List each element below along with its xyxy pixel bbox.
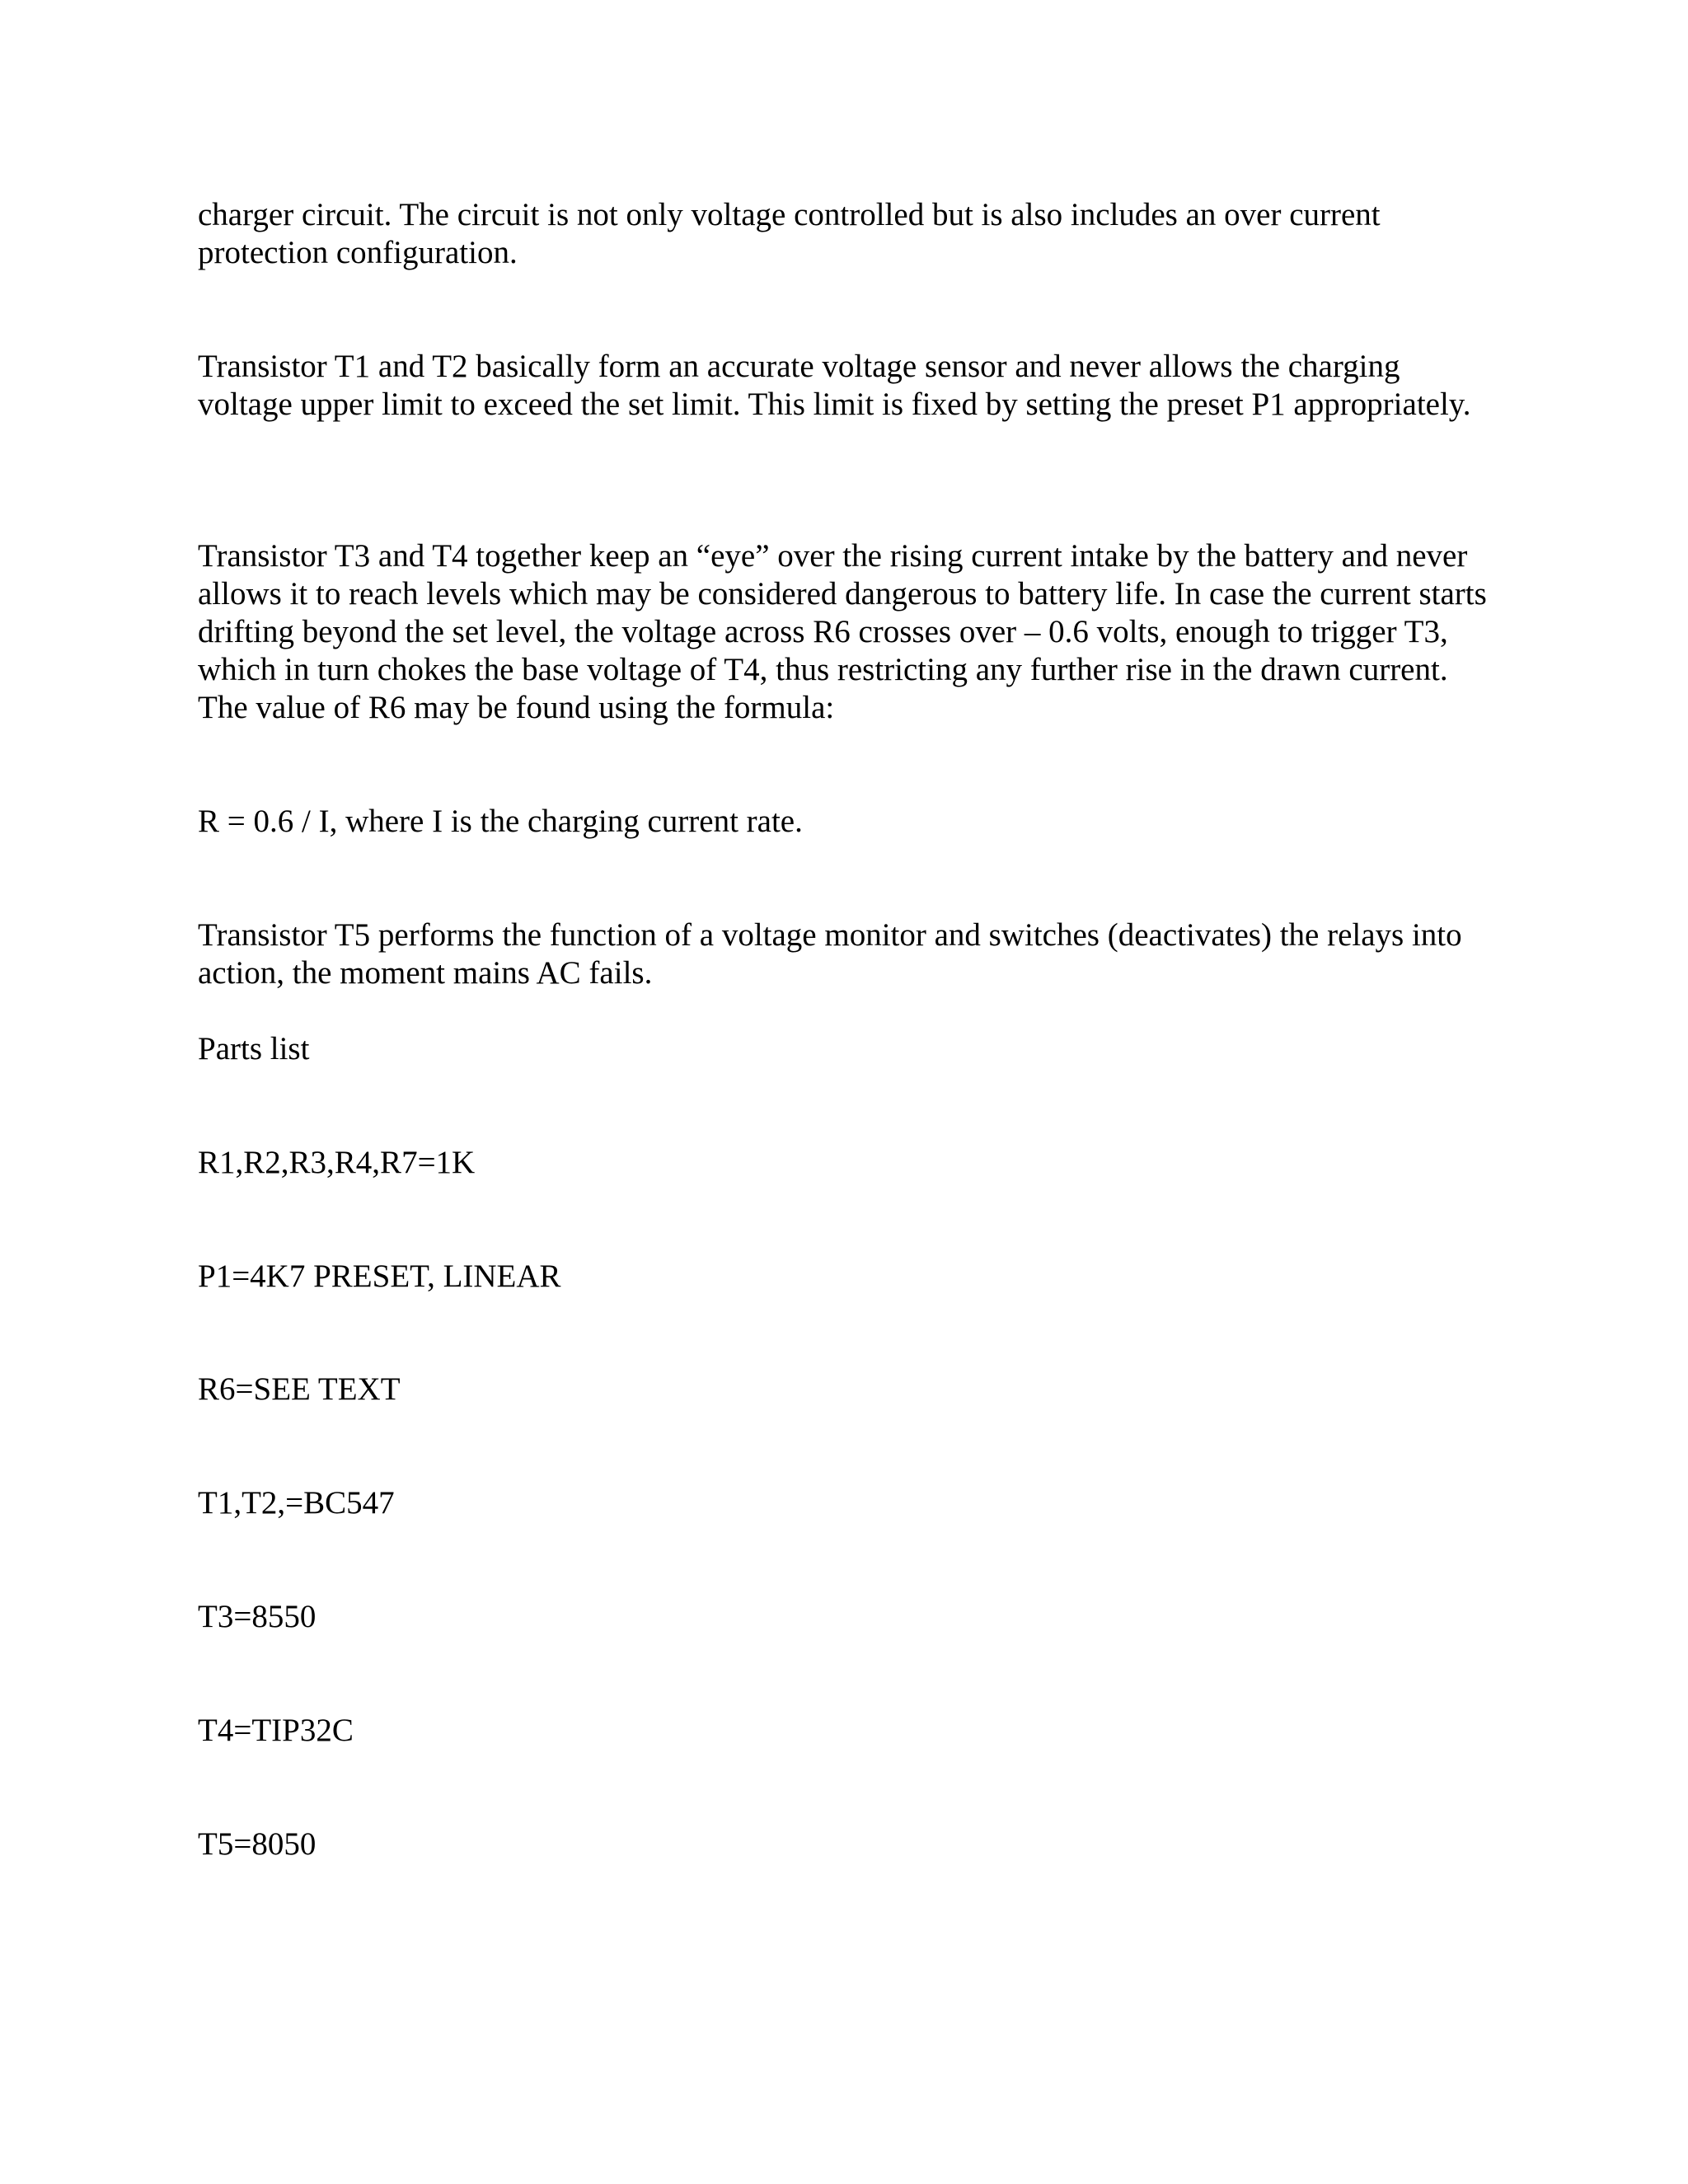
parts-list-item: T4=TIP32C bbox=[198, 1713, 354, 1748]
paragraph-voltage-sensor: Transistor T1 and T2 basically form an accurate voltage sensor and never allows the charging voltage upper limit to exceed the set limit. This limit is fixed by setting the preset P1 appropriately. bbox=[198, 349, 1471, 422]
parts-list-item: T3=8550 bbox=[198, 1599, 316, 1634]
parts-list-item: R6=SEE TEXT bbox=[198, 1371, 401, 1407]
paragraph-formula: R = 0.6 / I, where I is the charging current rate. bbox=[198, 804, 803, 839]
paragraph-voltage-monitor: Transistor T5 performs the function of a voltage monitor and switches (deactivates) the relays into action, the moment mains AC fails. bbox=[198, 917, 1462, 991]
parts-list-heading: Parts list bbox=[198, 1031, 310, 1066]
parts-list-item: R1,R2,R3,R4,R7=1K bbox=[198, 1145, 476, 1180]
parts-list-item: P1=4K7 PRESET, LINEAR bbox=[198, 1258, 561, 1294]
paragraph-current-protection: Transistor T3 and T4 together keep an “eye” over the rising current intake by the battery and never allows it to reach levels which may be considered dangerous to battery life. In case the current starts drifting beyond the set level, the voltage across R6 crosses over – 0.6 volts, enough to trigger T3, which in turn chokes the base voltage of T4, thus restricting any further rise in the drawn current. The value of R6 may be found using the formula: bbox=[198, 538, 1487, 725]
paragraph-charger-intro: charger circuit. The circuit is not only voltage controlled but is also includes an over current protection configuration. bbox=[198, 197, 1381, 270]
parts-list-item: T5=8050 bbox=[198, 1826, 316, 1862]
parts-list-item: T1,T2,=BC547 bbox=[198, 1485, 395, 1521]
